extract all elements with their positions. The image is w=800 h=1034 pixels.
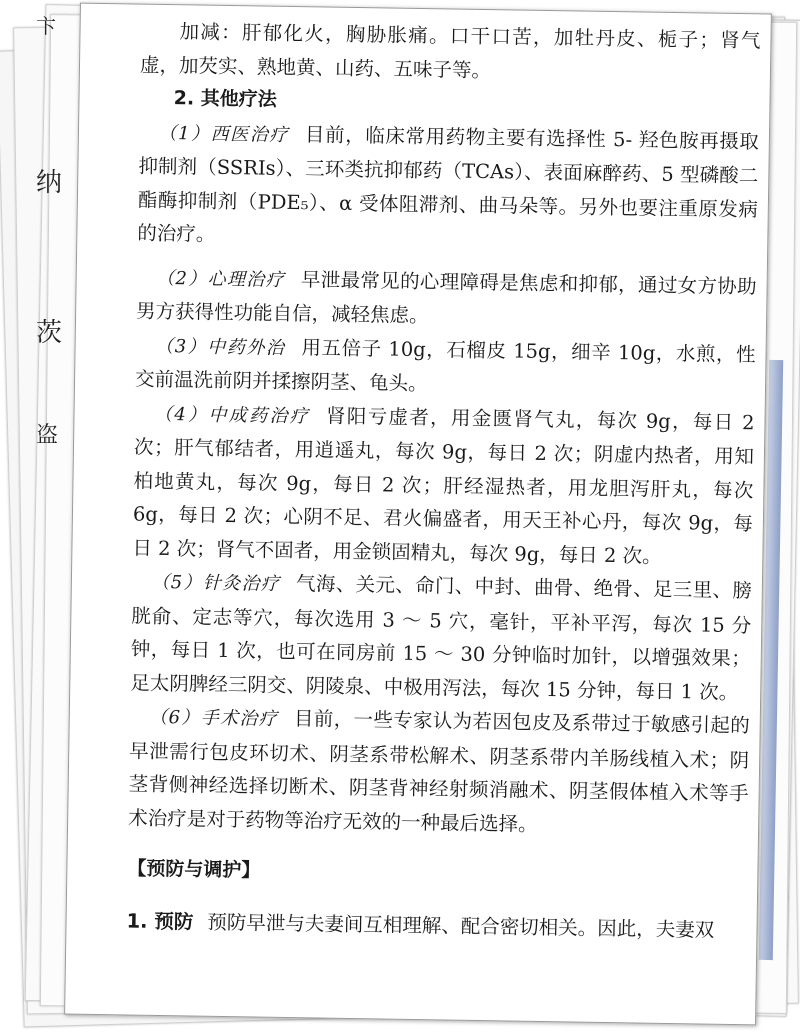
therapy-item: [135, 328, 756, 406]
therapy-item: [136, 260, 757, 338]
therapy-text: 肾阳亏虚者，用金匮肾气丸，每次 9g，每日 2 次；肝气郁结者，用逍遥丸，每次 9g，每日 2 次；阴虚内热者，用知柏地黄丸，每次 9g，每日 2 次；肝经湿热者，用龙胆泻肝丸，每次 6g，每日 2 次；心阴不足、君火偏盛者，用天王补心丹，每次 9g，每日 2 次；肾气不固者，用金锁固精丸，每次 9g，每日 2 次。: [132, 404, 755, 568]
document-page: [64, 3, 772, 1026]
therapy-label: （6）手术治疗: [149, 706, 279, 730]
therapy-label: （4）中成药治疗: [153, 403, 311, 427]
prevention-text: 预防早泄与夫妻间互相理解、配合密切相关。因此，夫妻双: [207, 910, 715, 942]
therapy-label: （3）中药外治: [154, 335, 286, 359]
side-glyph: 盗: [36, 423, 59, 448]
side-glyph: 茨: [36, 318, 63, 348]
therapy-text: 目前，临床常用药物主要有选择性 5- 羟色胺再摄取抑制剂（SSRIs）、三环类抗抑郁药（TCAs）、表面麻醉药、5 型磷酸二酯酶抑制剂（PDE₅）、α 受体阻滞剂、曲马朵等。另外也要注重原发病的治疗。: [137, 122, 760, 246]
therapy-item: [132, 396, 755, 574]
therapy-item: [130, 565, 752, 710]
therapy-label: （5）针灸治疗: [151, 571, 281, 595]
body-paragraph: 加减：肝郁化火，胸胁胀痛。口干口苦，加牡丹皮、栀子；肾气虚，加芡实、熟地黄、山药、五味子等。: [139, 20, 761, 82]
therapy-text: 气海、关元、命门、中封、曲骨、绝骨、足三里、膀胱俞、定志等穴，每次选用 3 ～ 5 穴，毫针，平补平泻，每次 15 分钟，每日 1 次，也可在同房前 15 ～ 30 分钟临时加针，以增强效果；足太阴脾经三阴交、阴陵泉、中极用泻法，每次 15 分钟，每日 1 次。: [130, 572, 753, 704]
prevention-label: 1. 预防: [126, 908, 194, 934]
therapy-text: 早泄最常见的心理障碍是焦虑和抑郁，通过女方协助男方获得性功能自信，减轻焦虑。: [135, 267, 757, 328]
therapy-label: （1）西医治疗: [158, 122, 290, 146]
side-glyph: 纳: [36, 168, 63, 198]
therapy-text: 目前，一些专家认为若因包皮及系带过于敏感引起的早泄需行包皮环切术、阴茎系带松解术、阴茎系带内羊肠线植入术；阴茎背侧神经选择切断术、阴茎背神经射频消融术、阴茎假体植入术等手术治疗是对于药物等治疗无效的一种最后选择。: [128, 707, 750, 836]
therapy-item: [128, 700, 750, 845]
section-heading: 2. 其他疗法: [173, 87, 277, 111]
therapy-label: （2）心理治疗: [156, 267, 286, 291]
prevention-paragraph: [126, 904, 746, 947]
page-content: [126, 15, 760, 948]
section-title: 【预防与调护】: [127, 857, 261, 882]
side-glyph: 卞: [36, 14, 56, 38]
therapy-item: [137, 115, 759, 260]
therapy-text: 用五倍子 10g，石榴皮 15g，细辛 10g，水煎，性交前温洗前阴并揉擦阴茎、龟头。: [134, 335, 756, 396]
